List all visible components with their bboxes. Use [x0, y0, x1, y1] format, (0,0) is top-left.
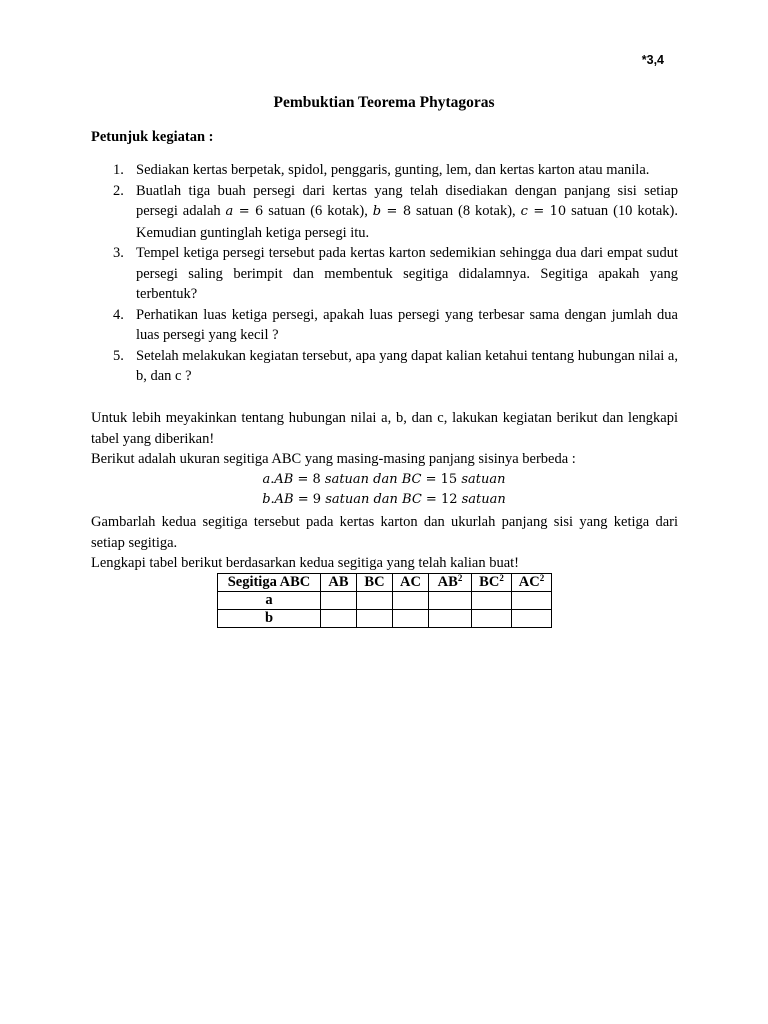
math-value: = 6 [233, 204, 264, 219]
empty-cell [393, 610, 429, 628]
instruction-item [91, 346, 678, 387]
item-text: satuan (8 kotak), [411, 203, 521, 219]
math-text: satuan [461, 472, 506, 487]
item-text: Sediakan kertas berpetak, spidol, penggaris, gunting, lem, dan kertas karton atau manila. [136, 162, 650, 178]
column-header [472, 574, 512, 592]
empty-cell [429, 592, 472, 610]
column-header [429, 574, 472, 592]
paragraph-draw: Gambarlah kedua segitiga tersebut pada kertas karton dan ukurlah panjang sisi yang ketiga dari setiap segitiga. [91, 514, 678, 551]
section-heading: Petunjuk kegiatan : [91, 129, 214, 145]
item-text: Perhatikan luas ketiga persegi, apakah luas persegi yang terbesar sama dengan jumlah dua luas persegi yang kecil ? [136, 306, 678, 343]
table-row [218, 592, 552, 610]
empty-cell [321, 610, 357, 628]
superscript: 2 [457, 573, 463, 583]
column-header [512, 574, 552, 592]
item-text: satuan (10 kotak). Kemudian guntinglah ketiga persegi itu. [136, 203, 678, 241]
math-text: a.AB [262, 472, 298, 487]
empty-cell [429, 610, 472, 628]
results-table [217, 573, 552, 628]
item-text: Buatlah tiga buah persegi dari kertas yang telah disediakan dengan panjang sisi setiap persegi adalah [136, 182, 678, 219]
paragraph-intro: Untuk lebih meyakinkan tentang hubungan nilai a, b, dan c, lakukan kegiatan berikut dan lengkapi tabel yang diberikan! [91, 410, 678, 447]
math-text: = 12 [425, 492, 462, 507]
math-text: satuan dan BC [324, 472, 426, 487]
instruction-item [91, 243, 678, 305]
math-line-b [0, 490, 768, 511]
column-header: Segitiga ABC [218, 574, 321, 592]
instruction-list [91, 160, 678, 387]
math-variable: b [372, 204, 382, 219]
header-label: AB [437, 574, 458, 590]
item-text: Setelah melakukan kegiatan tersebut, apa yang dapat kalian ketahui tentang hubungan nilai a, b, dan c ? [136, 347, 678, 384]
item-text: Tempel ketiga persegi tersebut pada kertas karton sedemikian sehingga dua dari empat sudut persegi saling berimpit dan membentuk segitiga didalamnya. Segitiga apakah yang terbentuk? [136, 245, 678, 302]
empty-cell [512, 610, 552, 628]
math-text: = 8 [297, 472, 325, 487]
math-value: = 10 [527, 204, 567, 219]
item-text: satuan (6 kotak), [263, 203, 373, 219]
row-label: a [218, 592, 321, 610]
math-text: = 9 [297, 492, 326, 507]
math-variable: c [520, 204, 528, 219]
document-title: Pembuktian Teorema Phytagoras [273, 94, 495, 111]
table-header-row [218, 574, 552, 592]
header-label: AC [518, 574, 540, 590]
header-label: BC [479, 574, 500, 590]
math-value: = 8 [381, 204, 412, 219]
math-text: = 15 [425, 472, 462, 487]
item-number: 4. [113, 306, 124, 323]
superscript: 2 [499, 573, 504, 583]
instruction-item [91, 181, 678, 244]
math-line-a [0, 470, 768, 491]
paragraph-complete-table: Lengkapi tabel berikut berdasarkan kedua segitiga yang telah kalian buat! [91, 555, 519, 571]
item-number: 3. [113, 245, 124, 261]
superscript: 2 [539, 573, 545, 583]
item-number: 1. [113, 162, 124, 178]
instruction-item [91, 160, 678, 181]
empty-cell [321, 592, 357, 610]
empty-cell [472, 610, 512, 628]
empty-cell [472, 592, 512, 610]
table-row [218, 610, 552, 628]
math-variable: a [225, 204, 234, 219]
column-header: BC [357, 574, 393, 592]
paragraph-triangle-sizes: Berikut adalah ukuran segitiga ABC yang masing-masing panjang sisinya berbeda : [91, 451, 576, 467]
math-text: satuan [461, 492, 506, 507]
empty-cell [512, 592, 552, 610]
item-number: 2. [113, 182, 124, 199]
empty-cell [357, 592, 393, 610]
item-number: 5. [113, 347, 124, 364]
empty-cell [357, 610, 393, 628]
column-header: AB [321, 574, 357, 592]
empty-cell [393, 592, 429, 610]
math-text: b.AB [262, 492, 298, 507]
instruction-item [91, 305, 678, 346]
math-text: satuan dan BC [325, 492, 426, 507]
row-label: b [218, 610, 321, 628]
page-number: *3,4 [641, 53, 664, 67]
column-header: AC [393, 574, 429, 592]
